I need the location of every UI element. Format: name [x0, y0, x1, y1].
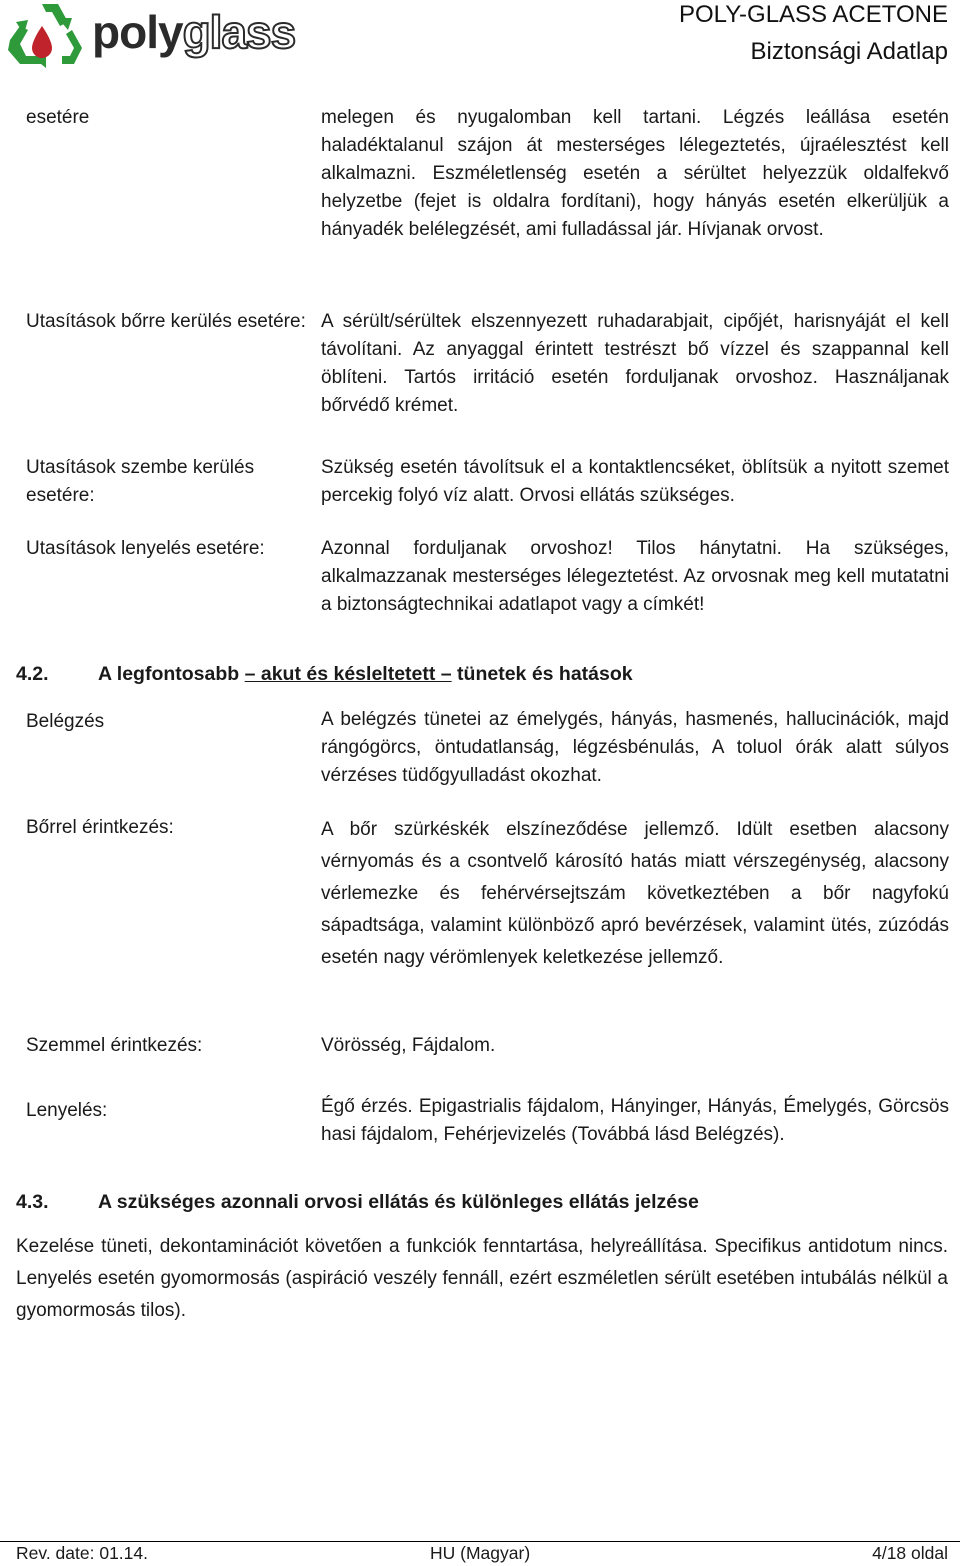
section-title-part-b: tünetek és hatások [451, 663, 633, 685]
section-number: 4.2. [16, 663, 49, 685]
page-header [0, 0, 960, 92]
section-title-part-a: A legfontosabb [98, 663, 245, 685]
footer-divider [0, 1541, 960, 1542]
section-number: 4.3. [16, 1191, 49, 1213]
revision-date: Rev. date: 01.14. [16, 1543, 148, 1563]
document-type: Biztonsági Adatlap [750, 38, 948, 65]
row-label: Lenyelés: [26, 1100, 108, 1121]
product-name: POLY-GLASS ACETONE [678, 1, 948, 28]
recycle-logo-icon [2, 0, 86, 76]
row-text: A belégzés tünetei az émelygés, hányás, hasmenés, hallucinációk, majd rángógörcs, öntudatlanság, légzésbénulás, A toluol órák alatt súlyos vérzéses tüdőgyulladást okozhat. [321, 709, 949, 786]
row-text: Szükség esetén távolítsuk el a kontaktlencséket, öblítsük a nyitott szemet percekig folyó víz alatt. Orvosi ellátás szükséges. [321, 457, 949, 506]
row-label: Szemmel érintkezés: [26, 1035, 203, 1056]
brand-logo-text [92, 4, 295, 60]
row-text: Azonnal forduljanak orvoshoz! Tilos hánytatni. Ha szükséges, alkalmazzanak mesterséges lélegeztetést. Az orvosnak meg kell mutatatni a biztonságtechnikai adatlapot vagy a címkét! [321, 538, 949, 615]
row-label: Belégzés [26, 711, 105, 732]
page-footer [0, 1540, 960, 1566]
section-title: A szükséges azonnali orvosi ellátás és különleges ellátás jelzése [98, 1191, 699, 1213]
section-title [98, 660, 633, 688]
row-label: Utasítások lenyelés esetére: [26, 538, 265, 559]
row-label: Bőrrel érintkezés: [26, 817, 174, 838]
page-number: 4/18 oldal [872, 1543, 948, 1563]
row-text: Vörösség, Fájdalom. [321, 1035, 496, 1056]
row-text: A sérült/sérültek elszennyezett ruhadarabjait, cipőjét, harisnyáját el kell távolítani. Az anyaggal érintett testrészt bő vízzel és szappannal kell öblíteni. Tartós irritáció esetén forduljanak orvoshoz. Használjanak bőrvédő krémet. [321, 311, 949, 416]
row-label: Utasítások bőrre kerülés esetére: [26, 311, 306, 332]
section-4-3-text: Kezelése tüneti, dekontaminációt követően a funkciók fenntartása, helyreállítása. Specifikus antidotum nincs. Lenyelés esetén gyomormosás (aspiráció veszély fennáll, ezért eszméletlen sérült esetében intubálás nélkül a gyomormosás tilos). [16, 1236, 948, 1321]
brand-poly: poly [92, 6, 183, 58]
document-title [679, 0, 948, 67]
brand-glass: glass [182, 6, 296, 58]
row-text: A bőr szürkéskék elszíneződése jellemző. Idült esetben alacsony vérnyomás és a csontvelő károsító hatás miatt vérszegénység, alacsony vérlemezke és fehérvérsejtszám következtében a bőr nagyfokú sápadtsága, valamint különböző apró bevérzések, valamint ütés, zúzódás esetén nagy vérömlenyek keletkezése jellemző. [321, 819, 949, 968]
row-label: esetére [26, 107, 90, 128]
language: HU (Magyar) [430, 1543, 531, 1563]
row-text: Égő érzés. Epigastrialis fájdalom, Hányinger, Hányás, Émelygés, Görcsös hasi fájdalom, Fehérjevizelés (Továbbá lásd Belégzés). [321, 1096, 949, 1145]
row-text: melegen és nyugalomban kell tartani. Légzés leállása esetén haladéktalanul szájon át mesterséges lélegeztetés, újraélesztést kell alkalmazni. Eszméletlenség esetén a sérültet helyezzük oldalfekvő helyzetbe (fejet is oldalra fordítani), hogy hányás esetén elkerüljük a hányadék belélegzését, ami fulladással jár. Hívjanak orvost. [321, 107, 949, 240]
section-title-underlined: – akut és késleltetett – [244, 663, 452, 685]
row-label: Utasítások szembe kerülés esetére: [26, 457, 255, 506]
